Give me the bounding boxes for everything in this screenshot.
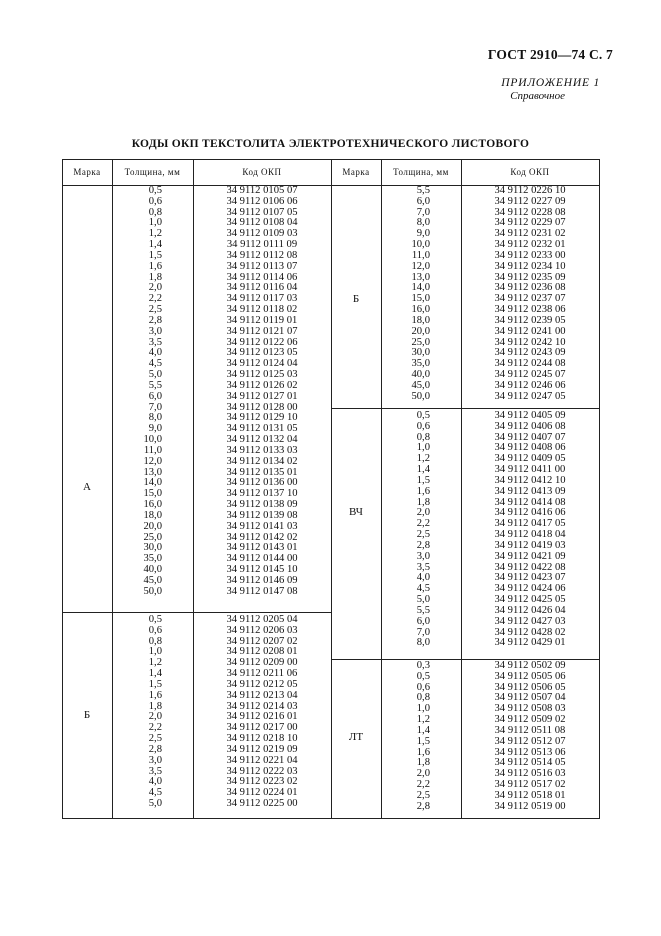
okp-code-cell: 34 9112 0218 10 — [226, 733, 298, 745]
okp-code-cell: 34 9112 0235 09 — [494, 271, 566, 283]
thickness-cell: 2,5 — [148, 304, 162, 316]
okp-code-cell: 34 9112 0138 09 — [226, 499, 298, 511]
thickness-cell: 0,8 — [416, 431, 430, 443]
thickness-cell: 2,8 — [148, 743, 162, 755]
thickness-cell: 10,0 — [143, 434, 162, 446]
okp-code-cell: 34 9112 0421 09 — [494, 550, 566, 562]
okp-code-cell: 34 9112 0139 08 — [226, 509, 298, 521]
okp-code-cell: 34 9112 0417 05 — [494, 518, 566, 530]
okp-code-cell: 34 9112 0518 01 — [494, 789, 566, 801]
right-thickness-header: Толщина, мм — [393, 167, 449, 177]
okp-code-cell: 34 9112 0221 04 — [226, 754, 298, 766]
grade-a-thickness-list — [112, 186, 164, 597]
thickness-cell: 30,0 — [143, 542, 162, 554]
okp-code-cell: 34 9112 0124 04 — [226, 358, 298, 370]
thickness-cell: 1,2 — [148, 657, 162, 669]
thickness-cell: 50,0 — [143, 585, 162, 597]
thickness-cell: 3,0 — [416, 550, 430, 562]
okp-code-cell: 34 9112 0425 05 — [494, 594, 566, 606]
okp-code-cell: 34 9112 0126 02 — [226, 379, 298, 391]
okp-code-cell: 34 9112 0419 03 — [494, 539, 566, 551]
okp-code-cell: 34 9112 0422 08 — [494, 561, 566, 573]
thickness-cell: 0,6 — [148, 624, 162, 636]
okp-code-cell: 34 9112 0133 03 — [226, 444, 298, 456]
okp-code-cell: 34 9112 0229 07 — [494, 217, 566, 229]
thickness-cell: 5,5 — [148, 379, 162, 391]
okp-code-cell: 34 9112 0511 08 — [494, 724, 566, 736]
okp-code-cell: 34 9112 0141 03 — [226, 520, 298, 532]
okp-code-cell: 34 9112 0407 07 — [494, 431, 566, 443]
okp-code-cell: 34 9112 0245 07 — [494, 369, 566, 381]
thickness-cell: 1,6 — [416, 746, 430, 758]
thickness-cell: 0,6 — [416, 420, 430, 432]
okp-code-cell: 34 9112 0127 01 — [226, 390, 298, 402]
right-mark-header: Марка — [342, 167, 370, 177]
okp-code-cell: 34 9112 0233 00 — [494, 249, 566, 261]
table-right-border — [599, 159, 600, 819]
okp-code-cell: 34 9112 0113 07 — [226, 260, 298, 272]
thickness-cell: 2,5 — [416, 789, 430, 801]
thickness-cell: 8,0 — [416, 217, 430, 229]
thickness-cell: 1,8 — [416, 496, 430, 508]
thickness-cell: 18,0 — [411, 314, 430, 326]
left-group-divider — [62, 612, 331, 613]
okp-code-cell: 34 9112 0208 01 — [226, 646, 298, 658]
thickness-cell: 1,4 — [416, 724, 430, 736]
okp-code-cell: 34 9112 0225 00 — [226, 798, 298, 810]
okp-code-cell: 34 9112 0131 05 — [226, 423, 298, 435]
okp-code-cell: 34 9112 0426 04 — [494, 604, 566, 616]
thickness-cell: 1,4 — [148, 239, 162, 251]
okp-code-cell: 34 9112 0246 06 — [494, 379, 566, 391]
thickness-cell: 12,0 — [143, 455, 162, 467]
thickness-cell: 5,0 — [416, 594, 430, 606]
okp-code-cell: 34 9112 0213 04 — [226, 689, 298, 701]
okp-code-cell: 34 9112 0117 03 — [226, 293, 298, 305]
thickness-cell: 1,0 — [148, 217, 162, 229]
okp-code-cell: 34 9112 0502 09 — [494, 660, 566, 671]
thickness-cell: 5,5 — [416, 604, 430, 616]
okp-code-cell: 34 9112 0416 06 — [494, 507, 566, 519]
okp-code-cell: 34 9112 0111 09 — [226, 239, 298, 251]
thickness-cell: 15,0 — [411, 293, 430, 305]
thickness-cell: 5,5 — [416, 185, 430, 196]
okp-code-cell: 34 9112 0508 03 — [494, 703, 566, 715]
grade-lt-thickness-list — [381, 661, 432, 813]
grade-a-mark: А — [83, 481, 91, 493]
okp-code-cell: 34 9112 0121 07 — [226, 325, 298, 337]
okp-code-cell: 34 9112 0247 05 — [494, 390, 566, 402]
thickness-cell: 45,0 — [411, 379, 430, 391]
okp-code-cell: 34 9112 0506 05 — [494, 681, 566, 693]
okp-code-cell: 34 9112 0224 01 — [226, 787, 298, 799]
thickness-cell: 1,8 — [148, 271, 162, 283]
okp-code-cell: 34 9112 0217 00 — [226, 722, 298, 734]
thickness-cell: 0,5 — [148, 185, 162, 196]
okp-code-cell: 34 9112 0507 04 — [494, 692, 566, 704]
okp-code-cell: 34 9112 0211 06 — [226, 668, 298, 680]
reference-label: Справочное — [510, 90, 565, 102]
thickness-cell: 5,0 — [148, 369, 162, 381]
okp-code-cell: 34 9112 0243 09 — [494, 347, 566, 359]
okp-code-cell: 34 9112 0512 07 — [494, 735, 566, 747]
thickness-cell: 1,0 — [416, 442, 430, 454]
thickness-cell: 9,0 — [148, 423, 162, 435]
okp-code-cell: 34 9112 0513 06 — [494, 746, 566, 758]
okp-code-cell: 34 9112 0517 02 — [494, 779, 566, 791]
thickness-cell: 35,0 — [143, 553, 162, 565]
okp-code-cell: 34 9112 0109 03 — [226, 228, 298, 240]
thickness-cell: 7,0 — [148, 401, 162, 413]
thickness-cell: 30,0 — [411, 347, 430, 359]
appendix-label: ПРИЛОЖЕНИЕ 1 — [501, 77, 600, 89]
okp-code-cell: 34 9112 0116 04 — [226, 282, 298, 294]
thickness-cell: 6,0 — [416, 615, 430, 627]
thickness-cell: 18,0 — [143, 509, 162, 521]
okp-code-cell: 34 9112 0223 02 — [226, 776, 298, 788]
okp-code-cell: 34 9112 0119 01 — [226, 314, 298, 326]
thickness-cell: 0,5 — [416, 670, 430, 682]
thickness-cell: 1,6 — [148, 260, 162, 272]
thickness-cell: 1,0 — [416, 703, 430, 715]
thickness-cell: 0,6 — [416, 681, 430, 693]
thickness-cell: 1,5 — [416, 474, 430, 486]
grade-vch-code-list — [461, 411, 599, 649]
okp-code-cell: 34 9112 0409 05 — [494, 453, 566, 465]
okp-code-cell: 34 9112 0234 10 — [494, 260, 566, 272]
thickness-cell: 1,4 — [148, 668, 162, 680]
thickness-cell: 2,0 — [416, 507, 430, 519]
okp-code-cell: 34 9112 0214 03 — [226, 700, 298, 712]
okp-code-cell: 34 9112 0509 02 — [494, 714, 566, 726]
okp-code-cell: 34 9112 0427 03 — [494, 615, 566, 627]
table-title: КОДЫ ОКП ТЕКСТОЛИТА ЭЛЕКТРОТЕХНИЧЕСКОГО ЛИСТОВОГО — [131, 138, 530, 150]
grade-lt-mark: ЛТ — [348, 731, 364, 743]
thickness-cell: 1,0 — [148, 646, 162, 658]
left-code-header: Код ОКП — [242, 167, 282, 177]
okp-code-cell: 34 9112 0212 05 — [226, 678, 298, 690]
okp-code-cell: 34 9112 0125 03 — [226, 369, 298, 381]
thickness-cell: 8,0 — [416, 637, 430, 649]
thickness-cell: 13,0 — [411, 271, 430, 283]
okp-code-cell: 34 9112 0423 07 — [494, 572, 566, 584]
thickness-cell: 1,4 — [416, 464, 430, 476]
left-thickness-header: Толщина, мм — [124, 167, 181, 177]
okp-code-cell: 34 9112 0237 07 — [494, 293, 566, 305]
okp-code-cell: 34 9112 0114 06 — [226, 271, 298, 283]
okp-code-cell: 34 9112 0519 00 — [494, 800, 566, 812]
thickness-cell: 2,2 — [416, 518, 430, 530]
thickness-cell: 2,8 — [148, 314, 162, 326]
thickness-cell: 1,5 — [148, 249, 162, 261]
okp-code-cell: 34 9112 0112 08 — [226, 249, 298, 261]
okp-code-cell: 34 9112 0406 08 — [494, 420, 566, 432]
okp-code-cell: 34 9112 0143 01 — [226, 542, 298, 554]
thickness-cell: 40,0 — [411, 369, 430, 381]
grade-lt-code-list — [461, 661, 599, 813]
okp-code-cell: 34 9112 0209 00 — [226, 657, 298, 669]
thickness-cell: 16,0 — [411, 304, 430, 316]
thickness-cell: 3,5 — [416, 561, 430, 573]
thickness-cell: 4,5 — [148, 358, 162, 370]
thickness-cell: 2,2 — [416, 779, 430, 791]
okp-code-cell: 34 9112 0207 02 — [226, 635, 298, 647]
grade-b-code-list — [193, 615, 331, 810]
thickness-cell: 2,2 — [148, 722, 162, 734]
okp-code-cell: 34 9112 0228 08 — [494, 206, 566, 218]
thickness-cell: 6,0 — [148, 390, 162, 402]
thickness-cell: 2,0 — [148, 711, 162, 723]
thickness-cell: 20,0 — [143, 520, 162, 532]
okp-code-cell: 34 9112 0242 10 — [494, 336, 566, 348]
thickness-cell: 0,6 — [148, 195, 162, 207]
thickness-cell: 14,0 — [143, 477, 162, 489]
thickness-cell: 4,0 — [148, 347, 162, 359]
grade-vch-thickness-list — [381, 411, 432, 649]
thickness-cell: 2,5 — [148, 733, 162, 745]
thickness-cell: 1,5 — [416, 735, 430, 747]
okp-code-cell: 34 9112 0413 09 — [494, 485, 566, 497]
okp-code-cell: 34 9112 0244 08 — [494, 358, 566, 370]
okp-code-cell: 34 9112 0227 09 — [494, 195, 566, 207]
okp-code-cell: 34 9112 0226 10 — [494, 185, 566, 196]
table-middle-border — [331, 159, 332, 819]
okp-code-cell: 34 9112 0408 06 — [494, 442, 566, 454]
thickness-cell: 2,5 — [416, 529, 430, 541]
thickness-cell: 12,0 — [411, 260, 430, 272]
thickness-cell: 25,0 — [143, 531, 162, 543]
thickness-cell: 3,5 — [148, 336, 162, 348]
okp-code-cell: 34 9112 0144 00 — [226, 553, 298, 565]
okp-code-cell: 34 9112 0122 06 — [226, 336, 298, 348]
thickness-cell: 0,5 — [148, 614, 162, 625]
thickness-cell: 40,0 — [143, 563, 162, 575]
thickness-cell: 0,8 — [148, 206, 162, 218]
okp-code-cell: 34 9112 0429 01 — [494, 637, 566, 649]
okp-code-cell: 34 9112 0146 09 — [226, 574, 298, 586]
thickness-cell: 0,3 — [416, 660, 430, 671]
okp-code-cell: 34 9112 0132 04 — [226, 434, 298, 446]
grade-b-continued-mark: Б — [352, 293, 360, 305]
okp-code-cell: 34 9112 0134 02 — [226, 455, 298, 467]
thickness-cell: 8,0 — [148, 412, 162, 424]
okp-code-cell: 34 9112 0107 05 — [226, 206, 298, 218]
okp-code-cell: 34 9112 0411 00 — [494, 464, 566, 476]
thickness-cell: 0,8 — [148, 635, 162, 647]
thickness-cell: 9,0 — [416, 228, 430, 240]
thickness-cell: 4,5 — [148, 787, 162, 799]
okp-code-cell: 34 9112 0231 02 — [494, 228, 566, 240]
grade-a-code-list — [193, 186, 331, 597]
okp-code-cell: 34 9112 0428 02 — [494, 626, 566, 638]
thickness-cell: 14,0 — [411, 282, 430, 294]
right-group-divider-1 — [331, 408, 600, 409]
thickness-cell: 13,0 — [143, 466, 162, 478]
thickness-cell: 1,6 — [416, 485, 430, 497]
thickness-cell: 0,5 — [416, 410, 430, 421]
okp-code-cell: 34 9112 0222 03 — [226, 765, 298, 777]
okp-code-cell: 34 9112 0205 04 — [226, 614, 298, 625]
okp-code-cell: 34 9112 0135 01 — [226, 466, 298, 478]
okp-code-cell: 34 9112 0206 03 — [226, 624, 298, 636]
grade-b-continued-thickness-list — [381, 186, 432, 403]
okp-codes-table — [62, 159, 600, 819]
okp-code-cell: 34 9112 0514 05 — [494, 757, 566, 769]
thickness-cell: 50,0 — [411, 390, 430, 402]
okp-code-cell: 34 9112 0145 10 — [226, 563, 298, 575]
okp-code-cell: 34 9112 0118 02 — [226, 304, 298, 316]
okp-code-cell: 34 9112 0137 10 — [226, 488, 298, 500]
grade-b-continued-code-list — [461, 186, 599, 403]
okp-code-cell: 34 9112 0405 09 — [494, 410, 566, 421]
okp-code-cell: 34 9112 0232 01 — [494, 239, 566, 251]
thickness-cell: 2,0 — [148, 282, 162, 294]
thickness-cell: 3,0 — [148, 325, 162, 337]
thickness-cell: 10,0 — [411, 239, 430, 251]
thickness-cell: 2,2 — [148, 293, 162, 305]
thickness-cell: 1,5 — [148, 678, 162, 690]
okp-code-cell: 34 9112 0412 10 — [494, 474, 566, 486]
thickness-cell: 5,0 — [148, 798, 162, 810]
thickness-cell: 1,2 — [148, 228, 162, 240]
okp-code-cell: 34 9112 0128 00 — [226, 401, 298, 413]
okp-code-cell: 34 9112 0216 01 — [226, 711, 298, 723]
thickness-cell: 2,8 — [416, 539, 430, 551]
thickness-cell: 6,0 — [416, 195, 430, 207]
thickness-cell: 2,0 — [416, 768, 430, 780]
grade-vch-mark: ВЧ — [349, 506, 363, 518]
thickness-cell: 0,8 — [416, 692, 430, 704]
okp-code-cell: 34 9112 0418 04 — [494, 529, 566, 541]
thickness-cell: 25,0 — [411, 336, 430, 348]
thickness-cell: 15,0 — [143, 488, 162, 500]
thickness-cell: 20,0 — [411, 325, 430, 337]
thickness-cell: 4,0 — [148, 776, 162, 788]
thickness-cell: 11,0 — [143, 444, 162, 456]
okp-code-cell: 34 9112 0239 05 — [494, 314, 566, 326]
thickness-cell: 7,0 — [416, 206, 430, 218]
grade-b-mark: Б — [83, 709, 91, 721]
thickness-cell: 4,0 — [416, 572, 430, 584]
thickness-cell: 7,0 — [416, 626, 430, 638]
okp-code-cell: 34 9112 0505 06 — [494, 670, 566, 682]
thickness-cell: 16,0 — [143, 499, 162, 511]
okp-code-cell: 34 9112 0123 05 — [226, 347, 298, 359]
okp-code-cell: 34 9112 0108 04 — [226, 217, 298, 229]
okp-code-cell: 34 9112 0238 06 — [494, 304, 566, 316]
thickness-cell: 4,5 — [416, 583, 430, 595]
thickness-cell: 1,2 — [416, 453, 430, 465]
okp-code-cell: 34 9112 0129 10 — [226, 412, 298, 424]
okp-code-cell: 34 9112 0414 08 — [494, 496, 566, 508]
thickness-cell: 3,0 — [148, 754, 162, 766]
grade-b-thickness-list — [112, 615, 164, 810]
standard-page-header: ГОСТ 2910—74 С. 7 — [487, 47, 613, 62]
thickness-cell: 1,8 — [148, 700, 162, 712]
okp-code-cell: 34 9112 0136 00 — [226, 477, 298, 489]
thickness-cell: 11,0 — [411, 249, 430, 261]
okp-code-cell: 34 9112 0142 02 — [226, 531, 298, 543]
left-mark-header: Марка — [73, 167, 101, 177]
okp-code-cell: 34 9112 0147 08 — [226, 585, 298, 597]
thickness-cell: 2,8 — [416, 800, 430, 812]
thickness-cell: 1,8 — [416, 757, 430, 769]
okp-code-cell: 34 9112 0236 08 — [494, 282, 566, 294]
okp-code-cell: 34 9112 0424 06 — [494, 583, 566, 595]
okp-code-cell: 34 9112 0241 00 — [494, 325, 566, 337]
thickness-cell: 3,5 — [148, 765, 162, 777]
thickness-cell: 1,6 — [148, 689, 162, 701]
okp-code-cell: 34 9112 0516 03 — [494, 768, 566, 780]
thickness-cell: 45,0 — [143, 574, 162, 586]
okp-code-cell: 34 9112 0106 06 — [226, 195, 298, 207]
thickness-cell: 35,0 — [411, 358, 430, 370]
thickness-cell: 1,2 — [416, 714, 430, 726]
okp-code-cell: 34 9112 0105 07 — [226, 185, 298, 196]
okp-code-cell: 34 9112 0219 09 — [226, 743, 298, 755]
right-code-header: Код ОКП — [510, 167, 550, 177]
